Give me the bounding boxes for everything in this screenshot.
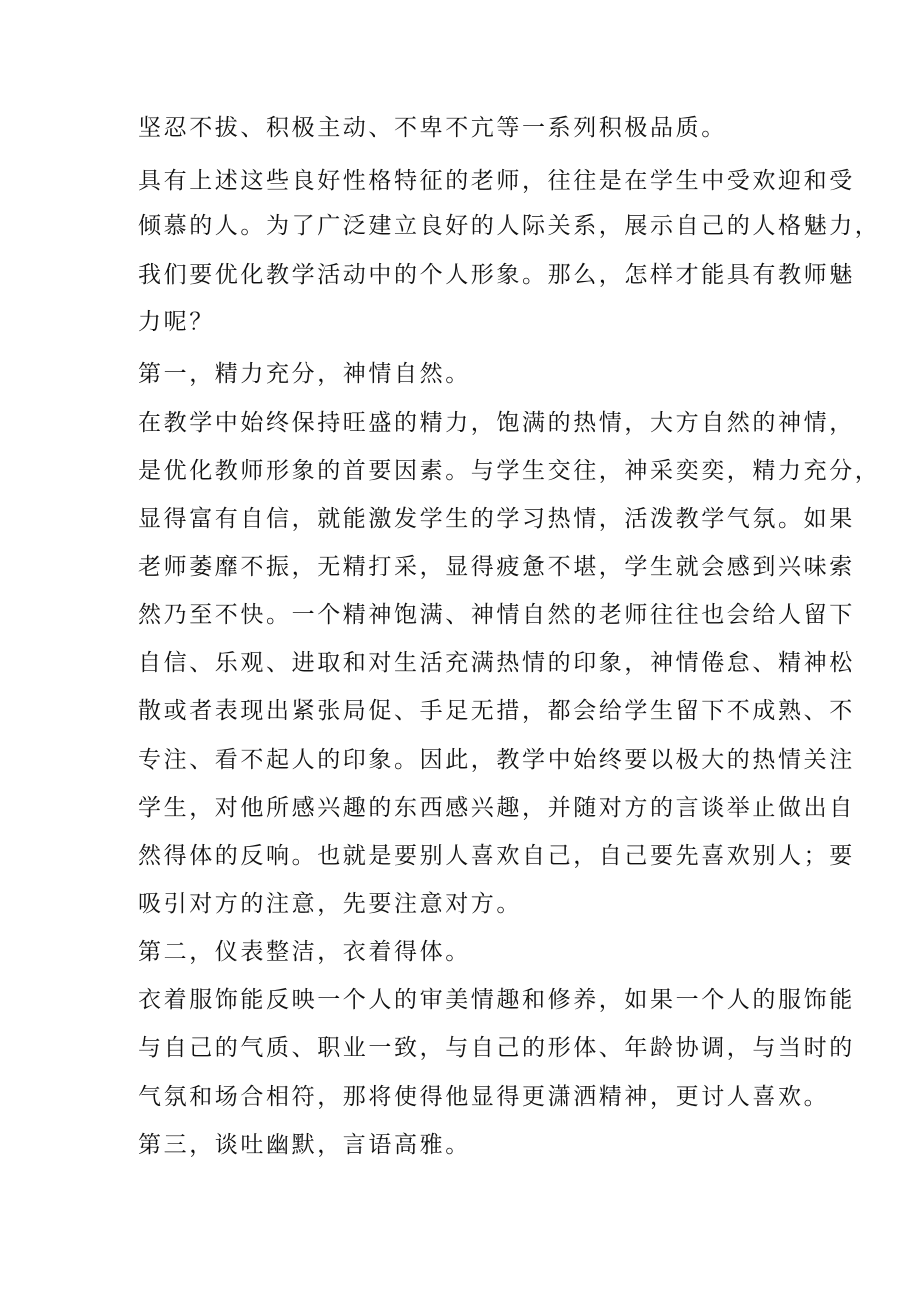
paragraph-line: 我们要优化教学活动中的个人形象。那么，怎样才能具有教师魅 [138,262,855,288]
paragraph-line: 衣着服饰能反映一个人的审美情趣和修养，如果一个人的服饰能 [138,987,855,1013]
paragraph-line: 是优化教师形象的首要因素。与学生交往，神采奕奕，精力充分， [138,458,881,484]
paragraph-line: 学生，对他所感兴趣的东西感兴趣，并随对方的言谈举止做出自 [138,795,855,821]
paragraph-line: 与自己的气质、职业一致，与自己的形体、年龄协调，与当时的 [138,1035,855,1061]
paragraph-line: 气氛和场合相符，那将使得他显得更潇洒精神，更讨人喜欢。 [138,1084,830,1110]
paragraph-line: 显得富有自信，就能激发学生的学习热情，活泼教学气氛。如果 [138,506,855,532]
paragraph-line: 然乃至不快。一个精神饱满、神情自然的老师往往也会给人留下 [138,602,855,628]
section-heading: 第三，谈吐幽默，言语高雅。 [138,1132,471,1158]
paragraph-line: 吸引对方的注意，先要注意对方。 [138,891,522,917]
paragraph-line: 散或者表现出紧张局促、手足无措，都会给学生留下不成熟、不 [138,698,855,724]
paragraph-line: 具有上述这些良好性格特征的老师，往往是在学生中受欢迎和受 [138,168,855,194]
paragraph-line: 坚忍不拔、积极主动、不卑不亢等一系列积极品质。 [138,115,727,141]
paragraph-line: 专注、看不起人的印象。因此，教学中始终要以极大的热情关注 [138,747,855,773]
paragraph-line: 然得体的反响。也就是要别人喜欢自己，自己要先喜欢别人；要 [138,843,855,869]
paragraph-line: 在教学中始终保持旺盛的精力，饱满的热情，大方自然的神情， [138,410,855,436]
section-heading: 第一，精力充分，神情自然。 [138,361,471,387]
paragraph-line: 倾慕的人。为了广泛建立良好的人际关系，展示自己的人格魅力， [138,213,881,239]
paragraph-line: 力呢？ [138,309,215,335]
paragraph-line: 老师萎靡不振，无精打采，显得疲惫不堪，学生就会感到兴味索 [138,554,855,580]
section-heading: 第二，仪表整洁，衣着得体。 [138,939,471,965]
paragraph-line: 自信、乐观、进取和对生活充满热情的印象，神情倦怠、精神松 [138,650,855,676]
